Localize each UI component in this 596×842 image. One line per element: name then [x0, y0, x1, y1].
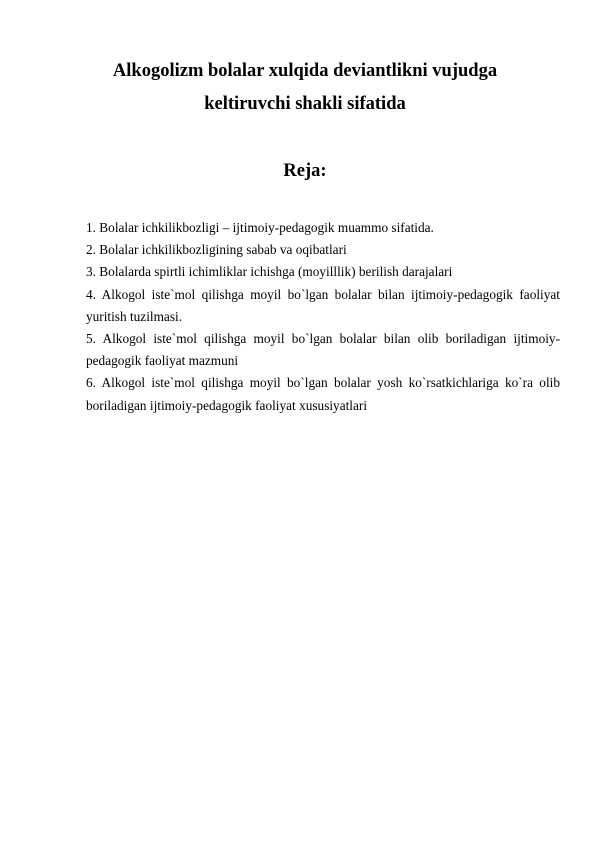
document-title-line-2: keltiruvchi shakli sifatida: [204, 94, 406, 114]
document-title-line-1: Alkogolizm bolalar xulqida deviantlikni vujudga: [112, 61, 498, 81]
plan-item-2: 2. Bolalar ichkilikbozligining sabab va oqibatlari: [86, 242, 347, 258]
plan-item-6: 6. Alkogol iste`mol qilishga moyil bo`lgan bolalar yosh ko`rsatkichlariga ko`ra olib boriladigan ijtimoiy-pedagogik faoliyat xususiyatlari: [86, 375, 560, 413]
plan-heading: Reja:: [283, 161, 327, 181]
plan-item-1: 1. Bolalar ichkilikbozligi – ijtimoiy-pedagogik muammo sifatida.: [86, 220, 434, 235]
plan-list: [86, 217, 560, 417]
plan-item-3: 3. Bolalarda spirtli ichimliklar ichishga (moyilllik) berilish darajalari: [86, 264, 453, 280]
plan-item-4: 4. Alkogol iste`mol qilishga moyil bo`lgan bolalar bilan ijtimoiy-pedagogik faoliyat yuritish tuzilmasi.: [86, 286, 560, 324]
plan-item-5: 5. Alkogol iste`mol qilishga moyil bo`lgan bolalar bilan olib boriladigan ijtimoiy-pedagogik faoliyat mazmuni: [86, 331, 560, 369]
